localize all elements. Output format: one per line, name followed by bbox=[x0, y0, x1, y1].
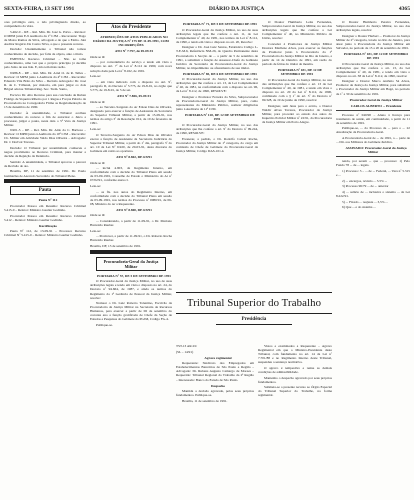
paragraph: ... por conveniência do serviço e tendo em vista o disposto no Art. 7º da Lei nº 8.112 de 1990, com nova redação dada pela Lei nº 8.162, de 1991. bbox=[90, 60, 172, 73]
presidencia-heading: Presidência bbox=[241, 317, 267, 322]
paragraph: Decisão: À unanimidade, o Tribunal acolheu conhecimento do recurso a fim de autorizar o Juízo a processar, julgar e pauta, nesta data o 5ª Vara da Justiça Militar. bbox=[4, 110, 86, 127]
paragraph: Mantida a decisão agravada, pelos seus próprios fundamentos. Publique-se. bbox=[176, 389, 254, 398]
subheading: Rectificação bbox=[39, 223, 57, 228]
subheading: PORTARIA Nº 85, DE 6 DE SETEMBRO DE 1991 bbox=[183, 71, 257, 76]
tst-column-2 bbox=[258, 344, 332, 494]
paragraph: ... ao Terceiro-Sargento do Ar Edson Dias de Oliveira, designado para exercer a função de Assistente da Secretaria do Superior Tribunal Militar, a partir de 15-09-91, nos termos do artigo 3º da Resolução 012, de 10 de fevereiro de 1991. bbox=[90, 105, 172, 126]
paragraph: Designar o Doutor Marco Antônio Sá Alves, Promotor de Justiça da Justiça Militar, para substituir o Procurador da Justiça Militar em Bagé, no período de 1º a 30 de setembro de 1991. bbox=[336, 79, 410, 96]
subheading: PORTARIA Nº 181, DE 12 DE SETEMBRO DE 1991 bbox=[277, 68, 323, 77]
paragraph: O Procurador-Geral da Justiça Militar, no uso de suas atribuições legais e tendo em vista o disposto no art. 24, do Decreto nº 94.664, de 1987, e ainda os termos do Regimento da 1ª Gerência de Pessoal da Justiça Militar, resolve: bbox=[90, 279, 172, 300]
paragraph: ... inclui 4.903, da Regimento Interno, em conformidade com a decisão do Tribunal Pleno em sessão de 03-09-1991, Conselho de Estado o Ministério do Ar nº 07/02/91, conforme anexo I. bbox=[90, 166, 172, 183]
header-date: SEXTA-FEIRA, 13 SET 1991 bbox=[4, 5, 75, 12]
paragraph: Vistos e examinados a Requerente – Agravo Regimental em que o Ministro-Presidente deste Tribunal, com fundamento no art. 14 da Lei nº 7.701/88 e no Regimento Interno deste Tribunal, suspendeu a sentença normativa. bbox=[258, 344, 332, 365]
paragraph: Designar o Dr. José Luiz Santos, Estatística Código L-T-E-M.6, Referência NM-26, do Quadro Permanente desta Procuradoria à Secção de ... a partir de 5 de setembro de 1991, a substituir a função de Assessor-Chefe do Gabinete Jurídico da Secretaria da Procuradoria-Geral da Justiça Militar, no impedimento ou afastamento de sua titular. bbox=[176, 45, 258, 70]
section-title-procuradoria: Procuradoria-Geral da Justiça Militar bbox=[96, 257, 166, 271]
column-3 bbox=[176, 20, 258, 290]
paragraph: Designar o Promotor Ferreira da Silva, Subprocurador da Procuradoria-Geral da Justiça Militar, para, como representante do Ministério Público, realizar diligências junto à Auditoria da 11ª CJM. bbox=[176, 95, 258, 112]
subheading: ATO Nº 8.800, DE 6/9/91 bbox=[116, 207, 152, 212]
subheading: Agravo regimental bbox=[204, 355, 232, 360]
paragraph: Procurador Pessoa em Resumo: Recurso Criminal 5.415-0 – Relator: Ministro Gualter Godinho. bbox=[4, 203, 86, 212]
paragraph: O Doutor Humberto Leite Fernandes, Subprocurador-Geral da Justiça Militar, no uso das atribuições legais que lhe confere a Lei Complementar nº 40, no Ministério Público da União, resolve: bbox=[262, 20, 332, 41]
header-page-number: 4365 bbox=[398, 5, 410, 12]
paragraph: Exonerar, a pedido, o Dr. Rodolfo Cabral Rocha, Procurador da Justiça Militar de 1ª categoria, do cargo em comissão de Chefe de Gabinete do Procurador-Geral da Justiça Militar, Código DAS-101.4. bbox=[176, 136, 258, 153]
paragraph: O Procurador-Geral da Justiça Militar, no uso das atribuições que lhe confere o art. 13, da Lei Complementar nº 40, de 1981, na conformidade com o disposto no art. 96, da Lei nº 8.112, de 1990, RESOLVE: bbox=[176, 77, 258, 94]
column-2 bbox=[90, 20, 172, 496]
paragraph: ... as fls. nos autos do Regimento Interno, em conformidade com a decisão do Tribunal Pleno em sessão de 03-09-1991, nos termos do Processo nº 0080/91, de 06-08, Ministro do Ar a Requerente. bbox=[90, 189, 172, 206]
section-divider bbox=[90, 250, 172, 254]
paragraph: Nomear o Dr. Luiz Roberto Tolentino, Escrivão da Procuradoria da Justiça Militar na Secretaria de Recursos Humanos, para exercer a partir de 06 de setembro do corrente ano a função gratificada de Chefe da Seção de Estudos e Pesquisas do Gabinete do PGJM, Código FG-4. bbox=[90, 301, 172, 322]
paragraph: Mantenho o despacho agravado por seus próprios fundamentos. bbox=[258, 375, 332, 384]
subheading: ATO Nº 7.806, 05-09-91 bbox=[116, 93, 152, 98]
paragraph: Submeta-se o presente recurso ao Órgão Especial do Tribunal Superior do Trabalho, na forma regimental. bbox=[258, 385, 332, 398]
paragraph: 5.462-0 – RE – Rel. Min. Dr. José G. Paiva – Revisor: O MPM junta E-9 Auditoria da 1ª CJM – Recorrente: Tiago de Matos Ramos da Silva, advogado e de que o Exmo. Juiz Auditor Rogério De Castro Silva, a que o presente recurso. bbox=[4, 29, 86, 46]
subheading: ATRIBUIÇÕES DE ATOS PUBLICADOS NO DIÁRIO DA JUSTIÇA Nº 175 DE 11-09-1991, COM INCORREÇÕES bbox=[93, 35, 169, 48]
paragraph: Procurador Pessoa em Resumo: Recurso Criminal 5.412 – Relator: Ministro Gualter Godinho. bbox=[4, 213, 86, 222]
paragraph: Decisão: O Tribunal por unanimidade conheceu e negou provimento ao Recurso Criminal, para manter a decisão de Rejeição da Denúncia. bbox=[4, 146, 86, 159]
subheading: Pauta Nº 112 bbox=[38, 198, 58, 203]
paragraph: Onde se lê: bbox=[90, 213, 106, 218]
paragraph: O agravo é tempestivo e reúne as demais condições de admissibilidade. bbox=[258, 365, 332, 374]
divider bbox=[216, 324, 292, 325]
signature-line: Procurador-Geral da Justiça Militar bbox=[349, 97, 403, 102]
subheading: ATO Nº 7.797, de 05-09-91 bbox=[114, 49, 154, 54]
paragraph: 6) Que ... e do sistema ... bbox=[342, 205, 376, 210]
paragraph: Publique-se. bbox=[96, 323, 113, 328]
header-publication: DIÁRIO DA JUSTIÇA bbox=[208, 5, 265, 12]
paragraph: Designar, sem ônus para o erário, o Doutor Waldir Alves Tavares, Procurador da Justiça Militar, para proceder ao estudo dos autos do Inquérito Policial Militar nº 22/91, da Procuradoria da Justiça Militar em Porto Alegre. bbox=[262, 103, 332, 124]
tribunal-title: Tribunal Superior do Trabalho bbox=[176, 292, 332, 314]
paragraph: Designar o Doutor Herbert ... Promotor da Justiça Militar de 2ª categoria, lotado no Rio de Janeiro, para atuar junto à Procuradoria da Justiça Militar em Salvador, no período de 15 a 20 de setembro de 1991. bbox=[336, 33, 410, 50]
paragraph: ... Considerando, a partir de 11-09-91, o Dr. Mariano Harnoldo Rauber. bbox=[90, 219, 172, 228]
paragraph: Onde se lê: bbox=[90, 54, 106, 59]
paragraph: Publique-se, ... do Processo de ... para o ... 22 Atualização da Procuradoria-Geral. bbox=[336, 126, 410, 135]
paragraph: 3) Processo 96/79 ... de ... anterior bbox=[342, 184, 389, 189]
paragraph: Brasília, DF, 11 de setembro de 1991. Dr. Paulo Guimarães de Azevedo Secretário do Tribunal Pleno. bbox=[4, 169, 86, 178]
paragraph: Requerente: Sindicato dos Empregados em Estabelecimentos Bancários de São Paulo e Região – Advogado: Dr. Rubens Augusto Camargo de Moraes – Requerido: Tribunal Regional do Trabalho da 2ª Região – Interessado: Banco do Estado de São Paulo. bbox=[176, 361, 254, 382]
paragraph: Conceder à Promotora de Justiça Militar Doutora Marilene Alves, para exercer as funções de Promotor junto à Procuradoria da 1ª Procuradoria da Justiça Militar no Rio de Janeiro, a partir de 14 de Outubro de 1991, em razão do período de férias do titular da mesma. bbox=[262, 41, 332, 67]
paragraph: (SL – 14/91) bbox=[176, 349, 194, 354]
paragraph: TST-13 AR-91/ bbox=[176, 344, 198, 348]
paragraph: Processo nº 040/90 – Aluno à licença para tratamento de saúde, em continuidade, a partir de 11 de setembro de 1991. bbox=[336, 112, 410, 125]
paragraph: Onde se lê: bbox=[90, 160, 106, 165]
tst-column-1 bbox=[176, 344, 254, 494]
column-4 bbox=[262, 20, 332, 290]
section-title-atos-presidente: Atos do Presidente bbox=[96, 23, 166, 32]
paragraph: ... em vista indicado com o disposto no Art. 9º, parágrafo II, do Decreto nº 5.775, de 19-8-91, no órgão que 5.775, de 19-8-91, de 5 de set. bbox=[90, 79, 172, 92]
subheading: PORTARIA Nº 57, DE 5 DE SETEMBRO DE 1991 bbox=[97, 273, 171, 278]
paragraph: 2) ... encargos, revisão ... 3.5% ... bbox=[342, 178, 388, 183]
paragraph: Leia-se: bbox=[90, 228, 101, 233]
paragraph: Sentido: A unanimidade, o Tribunal aprovou o parecer de Revisão do ato. bbox=[4, 159, 86, 168]
subheading: PORTARIA Nº 71, DE 5 DE SETEMBRO DE 1991 bbox=[183, 22, 257, 26]
paragraph: 1) Processo: 3 – ... de ... Federal, ... Vara nº 5.315 e ... bbox=[336, 168, 410, 178]
paragraph: Leia-se: bbox=[90, 74, 101, 79]
paragraph: Brasília, DF, 13 de setembro de 1991. bbox=[90, 244, 142, 249]
divider bbox=[336, 156, 410, 157]
page-header bbox=[4, 2, 410, 16]
paragraph: 9.986-8 – RE – Rel. Min. Dr. Ariel O. de R. Telles – Revisor: O MPM junto à Auditoria da 4ª CJM – Recorrido: Eduardo Vila Brito da Silva – Decisão Advogado: Dr. José R. de C. Tribunal, por maioria, em para julgar os dois Brigad adotou Tribunal Reg. Sec. Trem. Santo, bbox=[4, 70, 86, 92]
paragraph: Leia-se: bbox=[90, 183, 101, 188]
paragraph: 5) ... Fixado ... reajuste ... 3,5% ... bbox=[342, 199, 388, 204]
subheading: PORTARIA Nº 120, DE 12 DE SETEMBRO DE 1991 bbox=[185, 113, 255, 122]
paragraph: 9.901-5 – RE – Rel. Min. Dr. Aldo da C. Barbosa – Revisor: O MPM junto à Auditoria da 10ª CJM – Recorrido: Cb. Militar em Atividade Valdo Dias Oliveira – Advogado: Dr. J. Dorival Tavares. bbox=[4, 128, 86, 145]
paragraph: Escrevo Dr. Alto Recurso para sua conclusão de Ruben Fidalgo de Siqueira Ribeiro por 1 Regas e Forças Palácio da Procuradoria na Corregedoria Firma as Regulamentação de 13 de dezembro de 1990. bbox=[4, 92, 86, 109]
paragraph: Brasília, 11 de setembro de 1991. bbox=[182, 398, 228, 403]
paragraph: Onde se lê: bbox=[90, 99, 106, 104]
paragraph: 4) ... salário de ... inclusive o sistema ... da Lei 8.222/91. bbox=[336, 189, 410, 198]
divider bbox=[336, 110, 410, 111]
paragraph: A Procuradoria-Geral de ... de 1991, a ... parte de ... Dir. aos Militares do Gabinete Jurídico. bbox=[336, 136, 410, 145]
paragraph: O Procurador-Geral da Justiça Militar, no uso de suas atribuições legais que lhe confere o Art. 11, do Lei Complementar nº 40, de 1981, nos termos da Lei nº 8.112, de 1990, e tendo em vista o disposto no art. 20, Resolve: bbox=[176, 27, 258, 44]
subheading: ATO Nº 8.802, DE 6/9/91 bbox=[116, 154, 152, 159]
paragraph: O Doutor Humberto Pereira Fernandes, Subprocurador-Geral da Justiça Militar, no uso das atribuições legais, resolve: bbox=[336, 20, 410, 33]
paragraph: O Procurador-Geral da Justiça Militar, no uso das atribuições que lhe confere o art. 13 da Lei Complementar nº 40, de 1981, e tendo em vista o disposto no art. 20 da Lei nº 8.112, de 1990, combinado com o § 1º do art. 3º do Decreto nº 99.328, de 19 de junho de 1990, resolve: bbox=[262, 77, 332, 103]
paragraph: Pauta Nº 112, de 13-09-91 – Processo: Recurso Criminal Nº 5.415-0 – Relator: Ministro Gualter Godinho. bbox=[4, 229, 86, 238]
section-title-pauta: Pauta bbox=[10, 186, 80, 195]
column-1 bbox=[4, 20, 86, 496]
subheading: Despacho bbox=[211, 383, 225, 388]
paragraph: O Procurador-Geral da Justiça Militar, no uso das atribuições que lhe confere o art. 9º do Decreto nº 99.244, de 1990, RESOLVE: bbox=[176, 123, 258, 136]
paragraph: EMENTA: Recurso Criminal – Não se toma conhecimento, uma vez que o próprio princípio já decidiu pelo Juízo de sua lide. E, não tem mais razão. bbox=[4, 57, 86, 70]
signature-line: ASSINADO: Procurador-Geral da Justiça Militar bbox=[345, 146, 407, 155]
tribunal-banner bbox=[176, 292, 332, 336]
paragraph: Leia-se: bbox=[90, 127, 101, 132]
paragraph: ores privilégio está, o não privilegiando direito, ao companheiro da vista. bbox=[4, 20, 86, 29]
signature-line: CARLOS ALBERTO ... Presidente bbox=[350, 103, 402, 108]
paragraph: Decisão: Unanimemente o Tribunal não tomou conhecimento da decisão, por falta de objeto, ante o título. bbox=[4, 47, 86, 56]
paragraph: tendo, por serem ... que ... processo: 1) Pelo Fundo 78 ... de ... legais. bbox=[336, 159, 410, 168]
section-divider bbox=[4, 179, 86, 183]
column-5 bbox=[336, 20, 410, 496]
paragraph: O Terceiro-Sargento do Ar Edson Dias de Oliveira exerce a função de Assistente da Secretaria Judiciária do Superior Tribunal Militar, a partir do 1º dia, parágrafo 3º do art. 10 da Lei Nº 6.920, de 20-03-91, desta diretoria do Gabinete em razão ao oportuno. bbox=[90, 132, 172, 153]
paragraph: O Procurador-Geral da Justiça Militar, no uso das atribuições que lhe confere o art. 13, da Lei Complementar nº 40, de 1981, e tendo em vista o disposto no art. 38 da Lei nº 8.112, de 1990, resolve: bbox=[336, 61, 410, 78]
subheading: PORTARIA Nº 181, DE 12 DE SETEMBRO DE 1991 bbox=[343, 51, 409, 60]
paragraph: ... Promover, a partir de 11-09-91, o Dr. Roberto Rocha Harnoldo Rauber. bbox=[90, 234, 172, 243]
